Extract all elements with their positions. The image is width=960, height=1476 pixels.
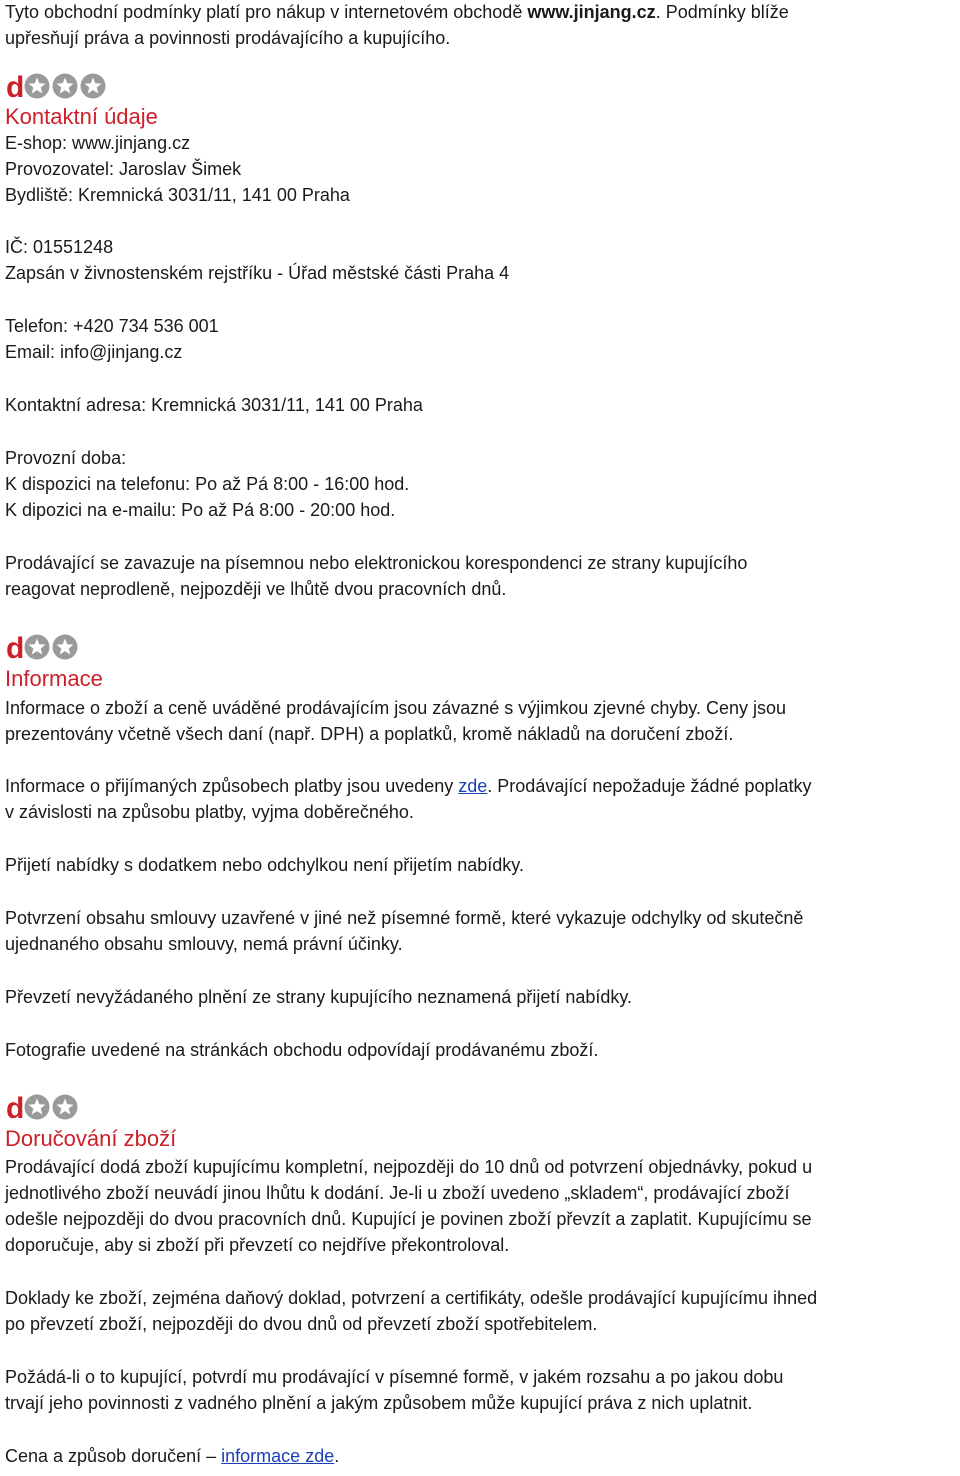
contact-address-line: Kontaktní adresa: Kremnická 3031/11, 141 00 Praha: [5, 395, 423, 415]
svg-text:d: d: [6, 1092, 25, 1125]
response-line-1: Prodávající se zavazuje na písemnou nebo elektronickou korespondenci ze strany kupujícího: [5, 553, 748, 573]
info-heading: Informace: [5, 666, 103, 691]
registration-line: Zapsán v živnostenském rejstříku - Úřad městské části Praha 4: [5, 263, 510, 283]
delivery-p1-line-2: jednotlivého zboží neuvádí jinou lhůtu k dodání. Je-li u zboží uvedeno „skladem“, prodávající zboží: [5, 1183, 790, 1203]
phone-line: Telefon: +420 734 536 001: [5, 316, 219, 336]
delivery-p2-line-2: po převzetí zboží, nejpozději do dvou dnů od převzetí zboží spotřebitelem.: [5, 1314, 598, 1334]
eshop-line: E-shop: www.jinjang.cz: [5, 133, 191, 153]
info-p6: Fotografie uvedené na stránkách obchodu odpovídají prodávanému zboží.: [5, 1040, 599, 1060]
svg-text:d: d: [6, 632, 25, 665]
info-p1-line-1: Informace o zboží a ceně uváděné prodávajícím jsou závazné s výjimkou zjevné chyby. Ceny jsou: [5, 698, 787, 718]
contact-heading: Kontaktní údaje: [5, 104, 158, 129]
response-line-2: reagovat neprodleně, nejpozději ve lhůtě dvou pracovních dnů.: [5, 579, 507, 599]
star-icon: [52, 634, 78, 660]
delivery-price-text: Cena a způsob doručení –: [5, 1446, 222, 1466]
residence-line: Bydliště: Kremnická 3031/11, 141 00 Praha: [5, 185, 350, 205]
info-p2-line-2: v závislosti na způsobu platby, vyjma doběrečného.: [5, 802, 414, 822]
intro-text-end: . Podmínky blíže: [655, 2, 789, 22]
star-icon: [52, 73, 78, 99]
delivery-p3-line-2: trvají jeho povinnosti z vadného plnění a jakým způsobem může kupující práva z nich uplatnit.: [5, 1393, 753, 1413]
delivery-p2-line-1: Doklady ke zboží, zejména daňový doklad, potvrzení a certifikáty, odešle prodávající kupujícímu ihned: [5, 1288, 818, 1308]
info-p1-line-2: prezentovány včetně všech daní (např. DPH) a poplatků, kromě nákladů na doručení zboží.: [5, 724, 734, 744]
d-logo-icon: [6, 632, 25, 665]
delivery-p1-line-1: Prodávající dodá zboží kupujícímu kompletní, nejpozději do 10 dnů od potvrzení objednávky, pokud u: [5, 1157, 813, 1177]
hours-email: K dipozici na e-mailu: Po až Pá 8:00 - 20:00 hod.: [5, 500, 396, 520]
delivery-p3-line-1: Požádá-li o to kupující, potvrdí mu prodávající v písemné formě, v jakém rozsahu a po jakou dobu: [5, 1367, 784, 1387]
info-p3: Přijetí nabídky s dodatkem nebo odchylkou není přijetím nabídky.: [5, 855, 524, 875]
delivery-price-end: .: [334, 1446, 340, 1466]
payment-text-end: . Prodávající nepožaduje žádné poplatky: [487, 776, 812, 796]
d-logo-icon: [6, 71, 25, 104]
shop-url: www.jinjang.cz: [527, 2, 656, 22]
hours-phone: K dispozici na telefonu: Po až Pá 8:00 - 16:00 hod.: [5, 474, 410, 494]
info-p4-line-2: ujednaného obsahu smlouvy, nemá právní účinky.: [5, 934, 403, 954]
operator-line: Provozovatel: Jaroslav Šimek: [5, 159, 242, 179]
star-icon: [24, 634, 50, 660]
info-p4-line-1: Potvrzení obsahu smlouvy uzavřené v jiné než písemné formě, které vykazuje odchylky od skutečně: [5, 908, 804, 928]
delivery-info-link[interactable]: informace zde: [221, 1446, 335, 1466]
ic-line: IČ: 01551248: [5, 237, 114, 257]
star-icon: [24, 1094, 50, 1120]
star-icon: [52, 1094, 78, 1120]
payment-methods-link[interactable]: zde: [458, 776, 488, 796]
svg-text:d: d: [6, 71, 25, 104]
hours-label: Provozní doba:: [5, 448, 127, 468]
d-logo-icon: [6, 1092, 25, 1125]
info-p2-line-1: [5, 776, 812, 796]
star-icon: [80, 73, 106, 99]
intro-line-2: upřesňují práva a povinnosti prodávajícího a kupujícího.: [5, 28, 451, 48]
star-icon: [24, 73, 50, 99]
intro-line-1: [5, 2, 789, 22]
rating-icons-delivery: [6, 1092, 78, 1125]
delivery-heading: Doručování zboží: [5, 1126, 177, 1151]
delivery-p4: [5, 1446, 339, 1466]
info-p5: Převzetí nevyžádaného plnění ze strany kupujícího neznamená přijetí nabídky.: [5, 987, 633, 1007]
payment-text: Informace o přijímaných způsobech platby jsou uvedeny: [5, 776, 459, 796]
rating-icons-contact: [6, 71, 106, 104]
email-line: Email: info@jinjang.cz: [5, 342, 183, 362]
intro-text: Tyto obchodní podmínky platí pro nákup v internetovém obchodě: [5, 2, 528, 22]
rating-icons-info: [6, 632, 78, 665]
delivery-p1-line-3: odešle nejpozději do dvou pracovních dnů. Kupující je povinen zboží převzít a zaplatit. Kupujícímu se: [5, 1209, 812, 1229]
delivery-p1-line-4: doporučuje, aby si zboží při převzetí co nejdříve překontroloval.: [5, 1235, 510, 1255]
